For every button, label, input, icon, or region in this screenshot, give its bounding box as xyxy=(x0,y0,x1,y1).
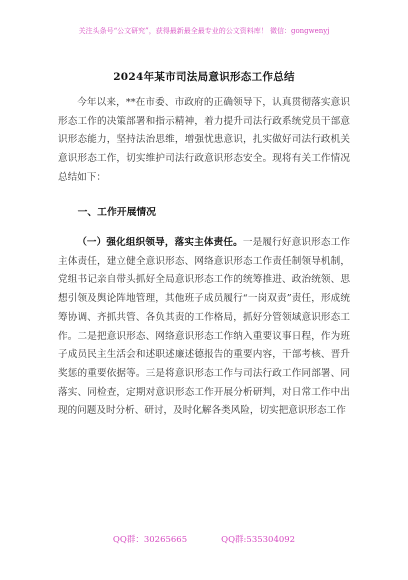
section-heading-work-status: 一、工作开展情况 xyxy=(77,207,156,218)
footer-qq-group-2: QQ群:535304092 xyxy=(221,535,296,545)
paragraph-organizational-leadership xyxy=(58,234,350,421)
document-title: 2024年某市司法局意识形态工作总结 xyxy=(113,71,295,83)
paragraph-body: 一是履行好意识形态工作主体责任，建立健全意识形态、网络意识形态工作责任制领导机制，党组书记亲自带头抓好全局意识形态工作的统筹推进、政治统领、思想引领及舆论阵地管理，其他班子成员履行“一岗双责”责任，形成统筹协调、齐抓共管、各负其责的工作格局，抓好分管领域意识形态工作。二是把意识形态、网络意识形态工作纳入重要议事日程，作为班子成员民主生活会和述职述廉述德报告的重要内容，干部考核、晋升奖惩的重要依据等。三是将意识形态工作与司法行政工作同部署、同落实、同检查，定期对意识形态工作开展分析研判，对日常工作中出现的问题及时分析、研讨，及时化解各类风险，切实把意识形态工作 xyxy=(58,237,351,417)
footer-qq-groups xyxy=(0,534,408,546)
intro-paragraph: 今年以来，**在市委、市政府的正确领导下，认真贯彻落实意识形态工作的决策部署和指示精神，着力提升司法行政系统党员干部意识形态能力，坚持法治思维，增强忧患意识，扎实做好司法行政机关意识形态工作，切实维护司法行政意识形态安全。现将有关工作情况总结如下： xyxy=(58,97,350,183)
header-banner: 关注头条号“公文研究”，获得最新最全最专业的公文资料库！ 微信：gongwenyj xyxy=(78,27,330,35)
footer-qq-group-1: QQ群：30265665 xyxy=(112,535,188,545)
subsection-heading: （一）强化组织领导，落实主体责任。 xyxy=(77,237,243,248)
